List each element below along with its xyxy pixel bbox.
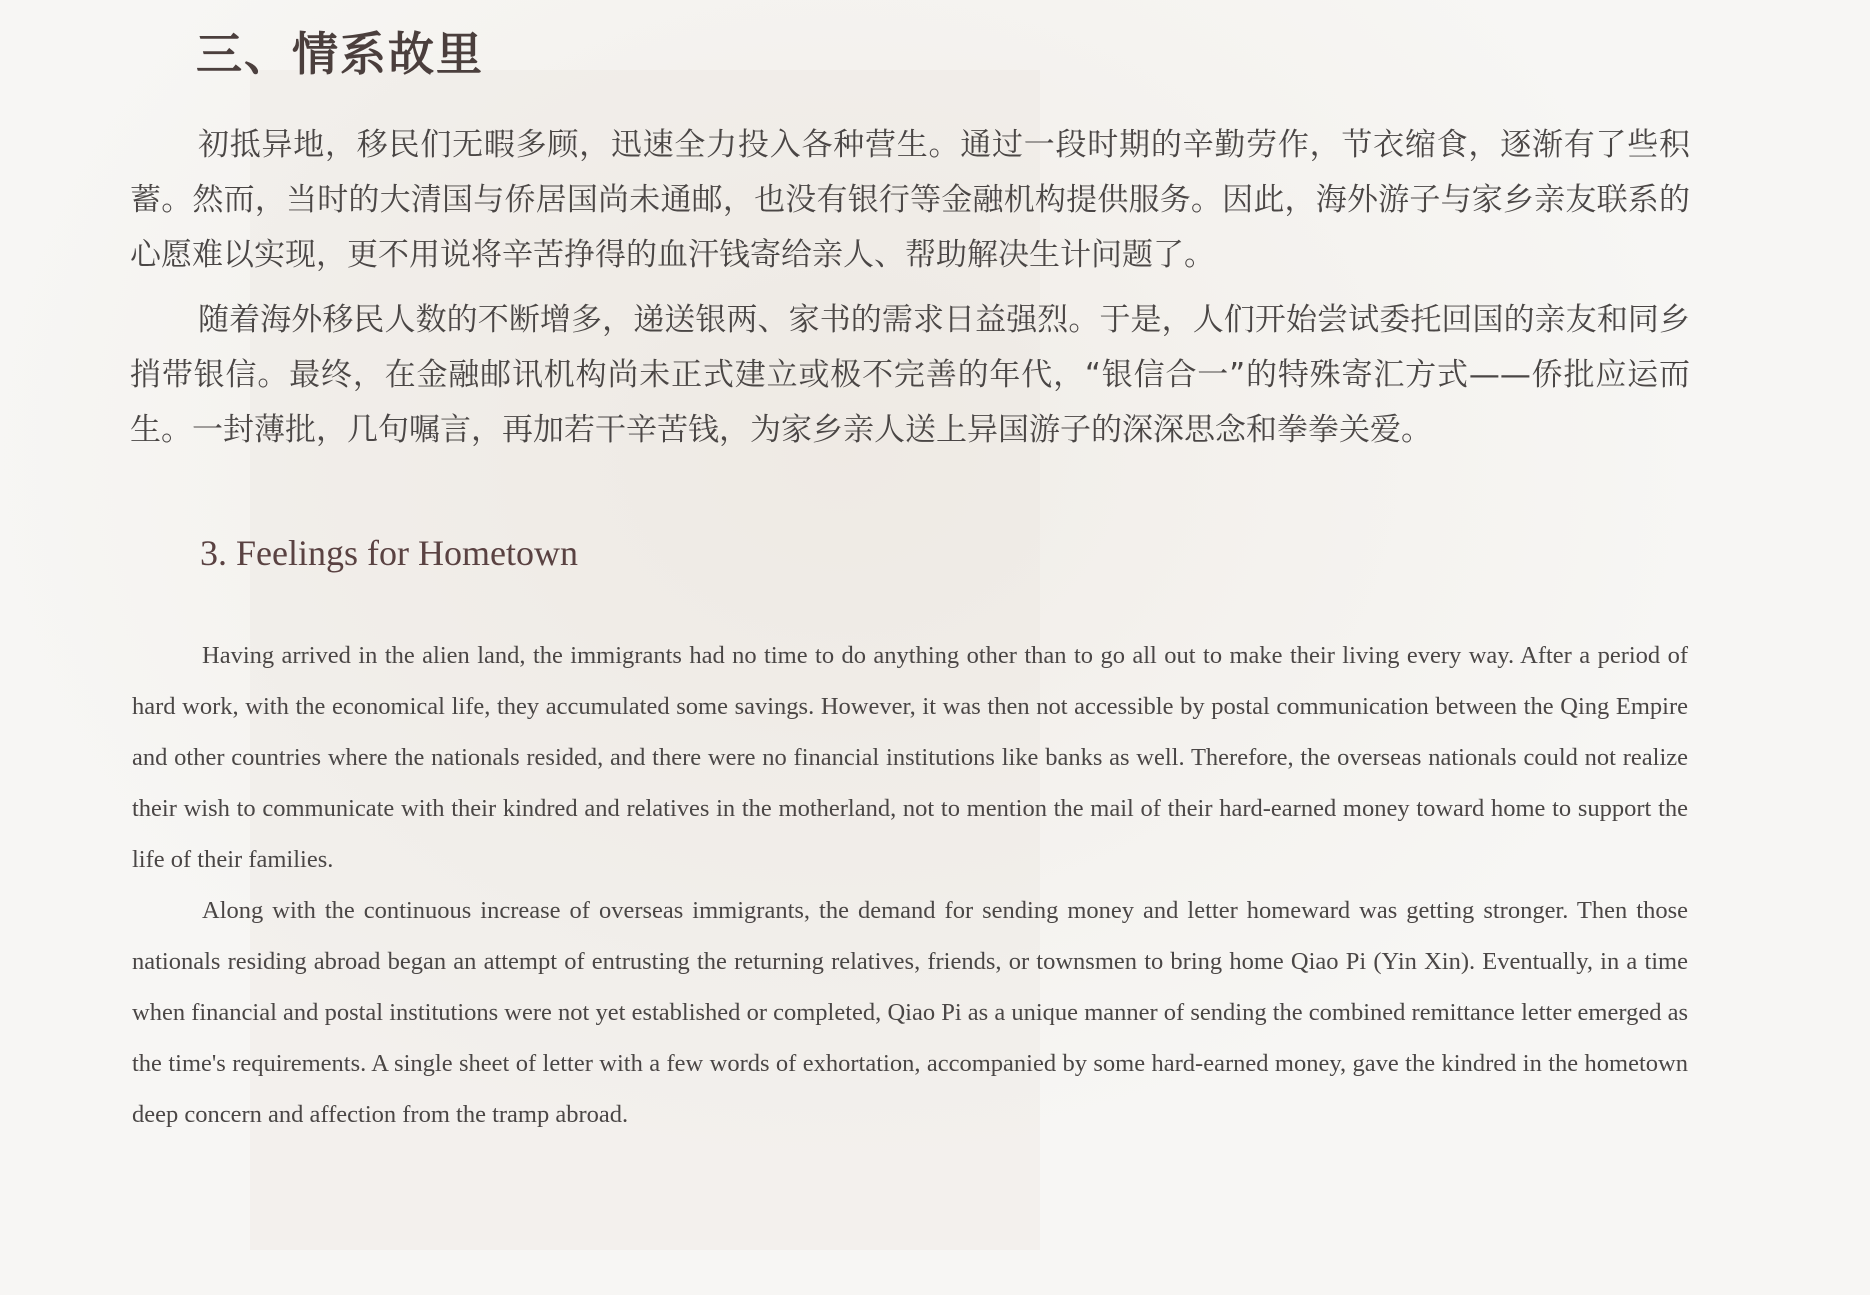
chinese-paragraph-2: 随着海外移民人数的不断增多，递送银两、家书的需求日益强烈。于是，人们开始尝试委托回国的亲友和同乡捎带银信。最终，在金融邮讯机构尚未正式建立或极不完善的年代，“银信合一”的特殊寄汇方式——侨批应运而生。一封薄批，几句嘱言，再加若干辛苦钱，为家乡亲人送上异国游子的深深思念和拳拳关爱。: [130, 302, 1690, 448]
chinese-body: [130, 118, 1690, 468]
english-body: [132, 630, 1688, 1140]
chinese-paragraph-1: 初抵异地，移民们无暇多顾，迅速全力投入各种营生。通过一段时期的辛勤劳作，节衣缩食，逐渐有了些积蓄。然而，当时的大清国与侨居国尚未通邮，也没有银行等金融机构提供服务。因此，海外游子与家乡亲友联系的心愿难以实现，更不用说将辛苦挣得的血汗钱寄给亲人、帮助解决生计问题了。: [130, 127, 1690, 273]
chinese-section-title: 三、情系故里: [196, 27, 484, 81]
english-section-title: 3. Feelings for Hometown: [200, 533, 578, 573]
english-paragraph-1: Having arrived in the alien land, the immigrants had no time to do anything other than to go all out to make their living every way. After a period of hard work, with the economical life, they accumulated some savings. However, it was then not accessible by postal communication between the Qing Empire and other countries where the nationals resided, and there were no financial institutions like banks as well. Therefore, the overseas nationals could not realize their wish to communicate with their kindred and relatives in the motherland, not to mention the mail of their hard-earned money toward home to support the life of their families.: [132, 642, 1688, 873]
english-paragraph-2: Along with the continuous increase of overseas immigrants, the demand for sending money and letter homeward was getting stronger. Then those nationals residing abroad began an attempt of entrusting the returning relatives, friends, or townsmen to bring home Qiao Pi (Yin Xin). Eventually, in a time when financial and postal institutions were not yet established or completed, Qiao Pi as a unique manner of sending the combined remittance letter emerged as the time's requirements. A single sheet of letter with a few words of exhortation, accompanied by some hard-earned money, gave the kindred in the hometown deep concern and affection from the tramp abroad.: [132, 897, 1688, 1128]
